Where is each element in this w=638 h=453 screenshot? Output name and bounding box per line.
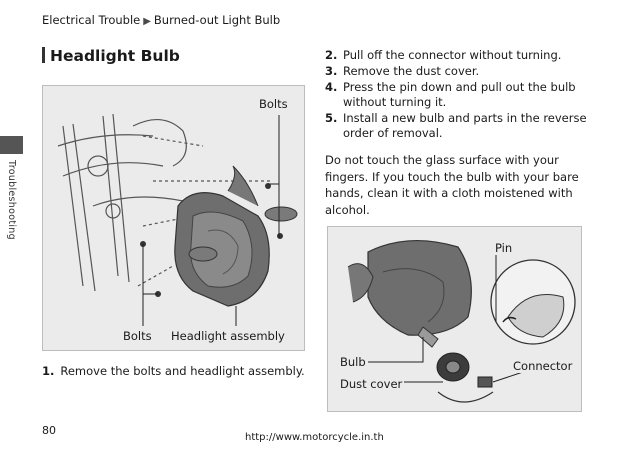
page-number: 80 <box>42 424 56 437</box>
section-title <box>42 47 180 65</box>
step-item <box>325 80 595 110</box>
label-headlight-assembly: Headlight assembly <box>171 329 285 343</box>
label-dust-cover: Dust cover <box>340 377 403 391</box>
step-text: Press the pin down and pull out the bulb without turning it. <box>343 80 576 109</box>
step-1 <box>42 364 312 379</box>
label-bolts-top: Bolts <box>259 97 288 111</box>
bulb-removal-figure <box>327 226 582 412</box>
breadcrumb-arrow-icon: ▶ <box>143 16 151 27</box>
headlight-assembly-figure <box>42 85 305 351</box>
footer-url: http://www.motorcycle.in.th <box>245 432 384 443</box>
step-item <box>325 64 595 79</box>
step-item <box>325 48 595 63</box>
label-bulb: Bulb <box>340 355 366 369</box>
step-number: 4. <box>325 80 338 94</box>
title-bar-marker <box>42 47 45 63</box>
step-number: 2. <box>325 48 338 62</box>
warning-text: Do not touch the glass surface with your fingers. If you touch the bulb with your bare hands, clean it with a cloth moistened with alcohol. <box>325 153 579 217</box>
label-connector: Connector <box>513 359 573 373</box>
step-text: Remove the dust cover. <box>343 64 480 78</box>
step-1-text: Remove the bolts and headlight assembly. <box>60 364 305 378</box>
headlight-illustration <box>43 86 304 350</box>
step-text: Pull off the connector without turning. <box>343 48 562 62</box>
breadcrumb-section: Electrical Trouble <box>42 13 141 27</box>
breadcrumb-page: Burned-out Light Bulb <box>153 13 281 27</box>
side-tab-label: Troubleshooting <box>6 160 17 240</box>
step-number: 3. <box>325 64 338 78</box>
steps-list <box>325 48 595 142</box>
label-bolts-bottom: Bolts <box>123 329 152 343</box>
label-pin: Pin <box>495 241 513 255</box>
step-number: 5. <box>325 111 338 125</box>
breadcrumb <box>42 13 280 27</box>
side-tab-marker <box>0 136 23 154</box>
section-title-text: Headlight Bulb <box>50 47 180 65</box>
step-item <box>325 111 595 141</box>
step-1-number: 1. <box>42 364 55 378</box>
step-text: Install a new bulb and parts in the reverse order of removal. <box>343 111 587 140</box>
